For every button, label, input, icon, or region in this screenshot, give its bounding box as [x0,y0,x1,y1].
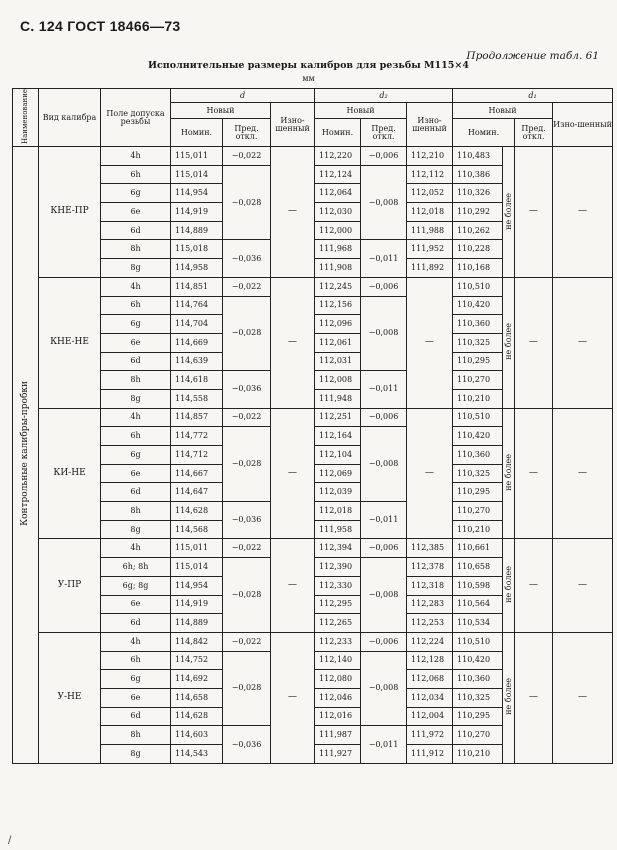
d1-nominal-cell: 110,598 [453,576,503,595]
d2-nominal-cell: 112,164 [315,427,361,446]
header-pole: Поле допуска резьбы [101,89,171,147]
calibre-name: У-ПР [39,539,101,632]
d-nominal-cell: 114,603 [171,726,223,745]
header-d1-novyi: Новый [453,103,553,119]
d1-deviation-cell: — [515,408,553,539]
d2-nominal-cell: 112,295 [315,595,361,614]
header-d-pred: Пред. откл. [223,119,271,147]
d2-nominal-cell: 112,030 [315,203,361,222]
header-d-novyi: Новый [171,103,271,119]
d2-nominal-cell: 112,104 [315,446,361,465]
d1-nominal-cell: 110,510 [453,632,503,651]
d-deviation-cell: −0,022 [223,147,271,166]
d-nominal-cell: 114,639 [171,352,223,371]
d2-worn-cell: 112,283 [407,595,453,614]
d-deviation-cell: −0,028 [223,651,271,726]
d-nominal-cell: 114,704 [171,315,223,334]
d2-deviation-cell: −0,008 [361,165,407,240]
d2-deviation-cell: −0,008 [361,296,407,371]
tolerance-cell: 6h; 8h [101,558,171,577]
table-row [13,277,613,296]
header-d-iznosh: Изно-шенный [271,103,315,147]
header-d1: d₁ [453,89,613,103]
d-deviation-cell: −0,022 [223,632,271,651]
d2-worn-cell: 111,952 [407,240,453,259]
d2-deviation-cell: −0,011 [361,502,407,539]
d-nominal-cell: 114,543 [171,745,223,764]
d2-nominal-cell: 111,908 [315,259,361,278]
d-deviation-cell: −0,028 [223,558,271,633]
d-nominal-cell: 115,014 [171,165,223,184]
d1-worn-cell: — [553,632,613,763]
d2-nominal-cell: 111,968 [315,240,361,259]
tolerance-cell: 8h [101,726,171,745]
d1-nominal-cell: 110,360 [453,446,503,465]
ne-bolee-label: не более [503,566,513,604]
d2-deviation-cell: −0,011 [361,726,407,763]
d2-worn-cell: 112,112 [407,165,453,184]
d1-nominal-cell: 110,270 [453,371,503,390]
d1-nominal-cell: 110,295 [453,483,503,502]
tolerance-cell: 6g [101,446,171,465]
d1-worn-cell: — [553,147,613,278]
d-worn-cell: — [271,408,315,539]
d1-nominal-cell: 110,292 [453,203,503,222]
d-nominal-cell: 114,752 [171,651,223,670]
d-nominal-cell: 114,568 [171,520,223,539]
ne-bolee-label: не более [503,678,513,716]
d-worn-cell: — [271,147,315,278]
table-row [13,408,613,427]
calibre-name: КНЕ-НЕ [39,277,101,408]
d2-worn-cell: 111,972 [407,726,453,745]
tolerance-cell: 6g [101,670,171,689]
tolerance-cell: 6g; 8g [101,576,171,595]
tolerance-cell: 6g [101,315,171,334]
header-d2-nomin: Номин. [315,119,361,147]
tolerance-cell: 6d [101,352,171,371]
d-nominal-cell: 114,667 [171,464,223,483]
table-row [13,632,613,651]
d1-nominal-cell: 110,210 [453,745,503,764]
d1-limit-cell [503,539,515,632]
table-row [13,539,613,558]
d1-nominal-cell: 110,360 [453,315,503,334]
d1-deviation-cell: — [515,277,553,408]
margin-mark: / [8,835,12,846]
d2-nominal-cell: 112,140 [315,651,361,670]
tolerance-cell: 8h [101,502,171,521]
continuation-label: Продолжение табл. 61 [466,50,599,62]
d-nominal-cell: 114,647 [171,483,223,502]
d-deviation-cell: −0,022 [223,277,271,296]
d2-deviation-cell: −0,006 [361,277,407,296]
d-nominal-cell: 115,018 [171,240,223,259]
header-d2-novyi: Новый [315,103,407,119]
d-deviation-cell: −0,022 [223,539,271,558]
group-label-cell [13,147,39,764]
d2-worn-cell: 112,004 [407,707,453,726]
d2-worn-cell: 111,988 [407,221,453,240]
header-d-nomin: Номин. [171,119,223,147]
d-nominal-cell: 114,628 [171,707,223,726]
d2-deviation-cell: −0,006 [361,147,407,166]
d1-nominal-cell: 110,262 [453,221,503,240]
tolerance-cell: 8g [101,259,171,278]
d-nominal-cell: 114,954 [171,184,223,203]
tolerance-cell: 6h [101,651,171,670]
d-nominal-cell: 114,712 [171,446,223,465]
d-nominal-cell: 114,764 [171,296,223,315]
d1-limit-cell [503,147,515,278]
d2-worn-cell: 112,052 [407,184,453,203]
d2-worn-cell: — [407,277,453,408]
d1-nominal-cell: 110,295 [453,707,503,726]
tolerance-cell: 8g [101,745,171,764]
d-nominal-cell: 115,011 [171,539,223,558]
tolerance-cell: 8h [101,371,171,390]
header-d2-iznosh: Изно-шенный [407,103,453,147]
d2-nominal-cell: 112,018 [315,502,361,521]
header-d2-pred: Пред. откл. [361,119,407,147]
d1-nominal-cell: 110,483 [453,147,503,166]
d1-nominal-cell: 110,228 [453,240,503,259]
d2-worn-cell: 112,068 [407,670,453,689]
d2-worn-cell: 112,210 [407,147,453,166]
d2-nominal-cell: 112,069 [315,464,361,483]
ne-bolee-label: не более [503,454,513,491]
d1-nominal-cell: 110,386 [453,165,503,184]
d-nominal-cell: 114,958 [171,259,223,278]
d-nominal-cell: 114,889 [171,614,223,633]
d1-nominal-cell: 110,295 [453,352,503,371]
calibre-name: КНЕ-ПР [39,147,101,278]
d2-deviation-cell: −0,006 [361,632,407,651]
d1-nominal-cell: 110,661 [453,539,503,558]
d2-nominal-cell: 112,265 [315,614,361,633]
calibre-name: КИ-НЕ [39,408,101,539]
d1-nominal-cell: 110,210 [453,520,503,539]
tolerance-cell: 4h [101,539,171,558]
d2-worn-cell: 111,912 [407,745,453,764]
d1-worn-cell: — [553,408,613,539]
ne-bolee-label: не более [503,323,513,361]
header-d1-iznosh: Изно-шенный [553,103,613,147]
d2-nominal-cell: 111,987 [315,726,361,745]
d2-nominal-cell: 112,061 [315,333,361,352]
tolerance-cell: 6h [101,165,171,184]
tolerance-cell: 6g [101,184,171,203]
d1-nominal-cell: 110,326 [453,184,503,203]
d-deviation-cell: −0,036 [223,502,271,539]
tolerance-cell: 6d [101,614,171,633]
d2-worn-cell: 112,385 [407,539,453,558]
gauge-dimensions-table [12,88,613,764]
d2-nominal-cell: 112,039 [315,483,361,502]
d-nominal-cell: 114,919 [171,595,223,614]
page-header: С. 124 ГОСТ 18466—73 [20,18,181,34]
d2-worn-cell: 112,318 [407,576,453,595]
d2-deviation-cell: −0,011 [361,371,407,408]
d2-nominal-cell: 112,080 [315,670,361,689]
d1-nominal-cell: 110,270 [453,502,503,521]
d2-nominal-cell: 111,927 [315,745,361,764]
d2-nominal-cell: 112,156 [315,296,361,315]
tolerance-cell: 6e [101,595,171,614]
d-deviation-cell: −0,036 [223,240,271,277]
d-nominal-cell: 115,011 [171,147,223,166]
d2-deviation-cell: −0,008 [361,558,407,633]
d2-worn-cell: 112,018 [407,203,453,222]
d2-nominal-cell: 112,000 [315,221,361,240]
d1-nominal-cell: 110,658 [453,558,503,577]
d1-nominal-cell: 110,420 [453,427,503,446]
d1-limit-cell [503,632,515,763]
d2-nominal-cell: 112,251 [315,408,361,427]
d-nominal-cell: 114,857 [171,408,223,427]
tolerance-cell: 8g [101,389,171,408]
d1-nominal-cell: 110,510 [453,408,503,427]
d-nominal-cell: 114,692 [171,670,223,689]
d2-nominal-cell: 112,064 [315,184,361,203]
d1-deviation-cell: — [515,147,553,278]
d2-nominal-cell: 112,330 [315,576,361,595]
d2-deviation-cell: −0,008 [361,651,407,726]
d-nominal-cell: 115,014 [171,558,223,577]
d1-nominal-cell: 110,564 [453,595,503,614]
header-naim: Наименование [13,89,39,147]
d-deviation-cell: −0,036 [223,371,271,408]
header-d: d [171,89,315,103]
tolerance-cell: 6e [101,203,171,222]
tolerance-cell: 6e [101,333,171,352]
d2-worn-cell: 112,034 [407,688,453,707]
d2-nominal-cell: 112,046 [315,688,361,707]
d2-worn-cell: 112,378 [407,558,453,577]
d2-nominal-cell: 112,390 [315,558,361,577]
d1-nominal-cell: 110,325 [453,464,503,483]
d2-nominal-cell: 111,958 [315,520,361,539]
tolerance-cell: 6h [101,427,171,446]
d-nominal-cell: 114,658 [171,688,223,707]
d2-worn-cell: 112,224 [407,632,453,651]
d-deviation-cell: −0,028 [223,427,271,502]
tolerance-cell: 8h [101,240,171,259]
d-nominal-cell: 114,919 [171,203,223,222]
d2-nominal-cell: 112,096 [315,315,361,334]
d-deviation-cell: −0,028 [223,165,271,240]
tolerance-cell: 6e [101,688,171,707]
d-nominal-cell: 114,842 [171,632,223,651]
d1-nominal-cell: 110,325 [453,333,503,352]
d-nominal-cell: 114,618 [171,371,223,390]
d2-worn-cell: 112,253 [407,614,453,633]
d1-nominal-cell: 110,168 [453,259,503,278]
d1-nominal-cell: 110,210 [453,389,503,408]
d2-nominal-cell: 112,233 [315,632,361,651]
d1-nominal-cell: 110,420 [453,296,503,315]
d1-limit-cell [503,408,515,539]
tolerance-cell: 6e [101,464,171,483]
d-nominal-cell: 114,851 [171,277,223,296]
d-worn-cell: — [271,632,315,763]
d1-worn-cell: — [553,277,613,408]
d1-nominal-cell: 110,270 [453,726,503,745]
d1-nominal-cell: 110,510 [453,277,503,296]
table-caption: Исполнительные размеры калибров для резьбы М115×4 [148,60,469,71]
d-worn-cell: — [271,277,315,408]
header-vid: Вид калибра [39,89,101,147]
d2-nominal-cell: 112,220 [315,147,361,166]
tolerance-cell: 6d [101,707,171,726]
d2-nominal-cell: 111,948 [315,389,361,408]
tolerance-cell: 6h [101,296,171,315]
d1-nominal-cell: 110,420 [453,651,503,670]
tolerance-cell: 4h [101,147,171,166]
d1-limit-cell [503,277,515,408]
d-deviation-cell: −0,036 [223,726,271,763]
d2-nominal-cell: 112,008 [315,371,361,390]
d1-deviation-cell: — [515,539,553,632]
d-nominal-cell: 114,954 [171,576,223,595]
d1-deviation-cell: — [515,632,553,763]
d2-deviation-cell: −0,008 [361,427,407,502]
calibre-name: У-НЕ [39,632,101,763]
units-label: мм [302,74,315,83]
d2-nominal-cell: 112,031 [315,352,361,371]
tolerance-cell: 6d [101,483,171,502]
d2-deviation-cell: −0,006 [361,539,407,558]
d2-worn-cell: 112,128 [407,651,453,670]
d-nominal-cell: 114,889 [171,221,223,240]
d-nominal-cell: 114,772 [171,427,223,446]
d-nominal-cell: 114,628 [171,502,223,521]
d1-nominal-cell: 110,360 [453,670,503,689]
d1-nominal-cell: 110,325 [453,688,503,707]
d-nominal-cell: 114,669 [171,333,223,352]
d2-worn-cell: — [407,408,453,539]
header-d1-nomin: Номин. [453,119,515,147]
header-d2: d₂ [315,89,453,103]
d2-worn-cell: 111,892 [407,259,453,278]
d1-worn-cell: — [553,539,613,632]
header-d1-pred: Пред. откл. [515,119,553,147]
d2-deviation-cell: −0,006 [361,408,407,427]
tolerance-cell: 6d [101,221,171,240]
tolerance-cell: 4h [101,632,171,651]
ne-bolee-label: не более [503,192,513,230]
d2-nominal-cell: 112,245 [315,277,361,296]
group-label: Контрольные калибры-пробки [20,381,30,527]
d1-nominal-cell: 110,534 [453,614,503,633]
d-nominal-cell: 114,558 [171,389,223,408]
d2-nominal-cell: 112,016 [315,707,361,726]
d-deviation-cell: −0,022 [223,408,271,427]
d-worn-cell: — [271,539,315,632]
d2-deviation-cell: −0,011 [361,240,407,277]
tolerance-cell: 4h [101,408,171,427]
d-deviation-cell: −0,028 [223,296,271,371]
tolerance-cell: 8g [101,520,171,539]
d2-nominal-cell: 112,124 [315,165,361,184]
table-row [13,147,613,166]
tolerance-cell: 4h [101,277,171,296]
d2-nominal-cell: 112,394 [315,539,361,558]
